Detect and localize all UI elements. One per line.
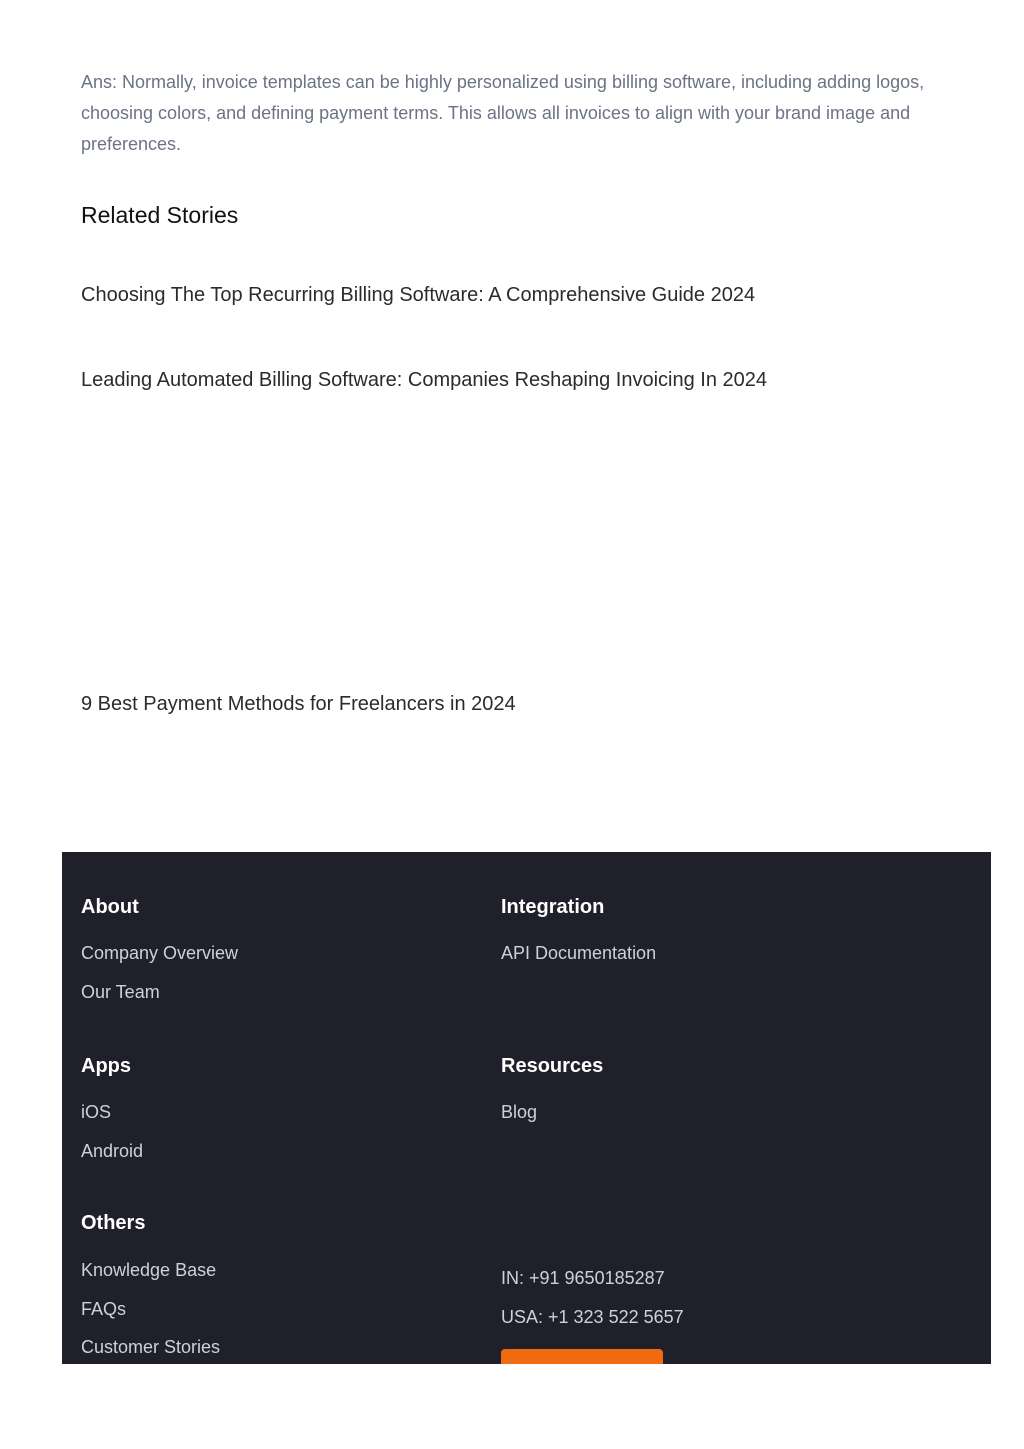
- related-story-link[interactable]: 9 Best Payment Methods for Freelancers in 2024: [81, 693, 516, 715]
- faq-answer: Ans: Normally, invoice templates can be highly personalized using billing software, including adding logos, choosing colors, and defining payment terms. This allows all invoices to align with your brand image and preferences.: [81, 72, 925, 154]
- footer-link-knowledge-base[interactable]: Knowledge Base: [81, 1260, 217, 1280]
- footer-link-our-team[interactable]: Our Team: [81, 982, 160, 1002]
- footer-link-customer-stories[interactable]: Customer Stories: [81, 1337, 221, 1357]
- footer-link-android[interactable]: Android: [81, 1141, 144, 1161]
- related-story-link[interactable]: Leading Automated Billing Software: Companies Reshaping Invoicing In 2024: [81, 369, 767, 391]
- site-footer: [62, 852, 991, 1364]
- footer-heading-integration: Integration: [501, 896, 605, 918]
- related-story-link[interactable]: Choosing The Top Recurring Billing Software: A Comprehensive Guide 2024: [81, 284, 756, 306]
- footer-heading-about: About: [81, 896, 139, 918]
- contact-button[interactable]: [501, 1349, 663, 1364]
- footer-heading-apps: Apps: [81, 1055, 131, 1077]
- footer-link-blog[interactable]: Blog: [501, 1102, 538, 1122]
- phone-india: IN: +91 9650185287: [501, 1268, 665, 1288]
- footer-link-company-overview[interactable]: Company Overview: [81, 943, 239, 963]
- footer-heading-resources: Resources: [501, 1055, 604, 1077]
- footer-link-api-documentation[interactable]: API Documentation: [501, 943, 657, 963]
- footer-link-faqs[interactable]: FAQs: [81, 1299, 127, 1319]
- footer-link-ios[interactable]: iOS: [81, 1102, 112, 1122]
- phone-usa: USA: +1 323 522 5657: [501, 1307, 684, 1327]
- footer-heading-others: Others: [81, 1212, 146, 1234]
- related-stories-heading: Related Stories: [81, 202, 239, 228]
